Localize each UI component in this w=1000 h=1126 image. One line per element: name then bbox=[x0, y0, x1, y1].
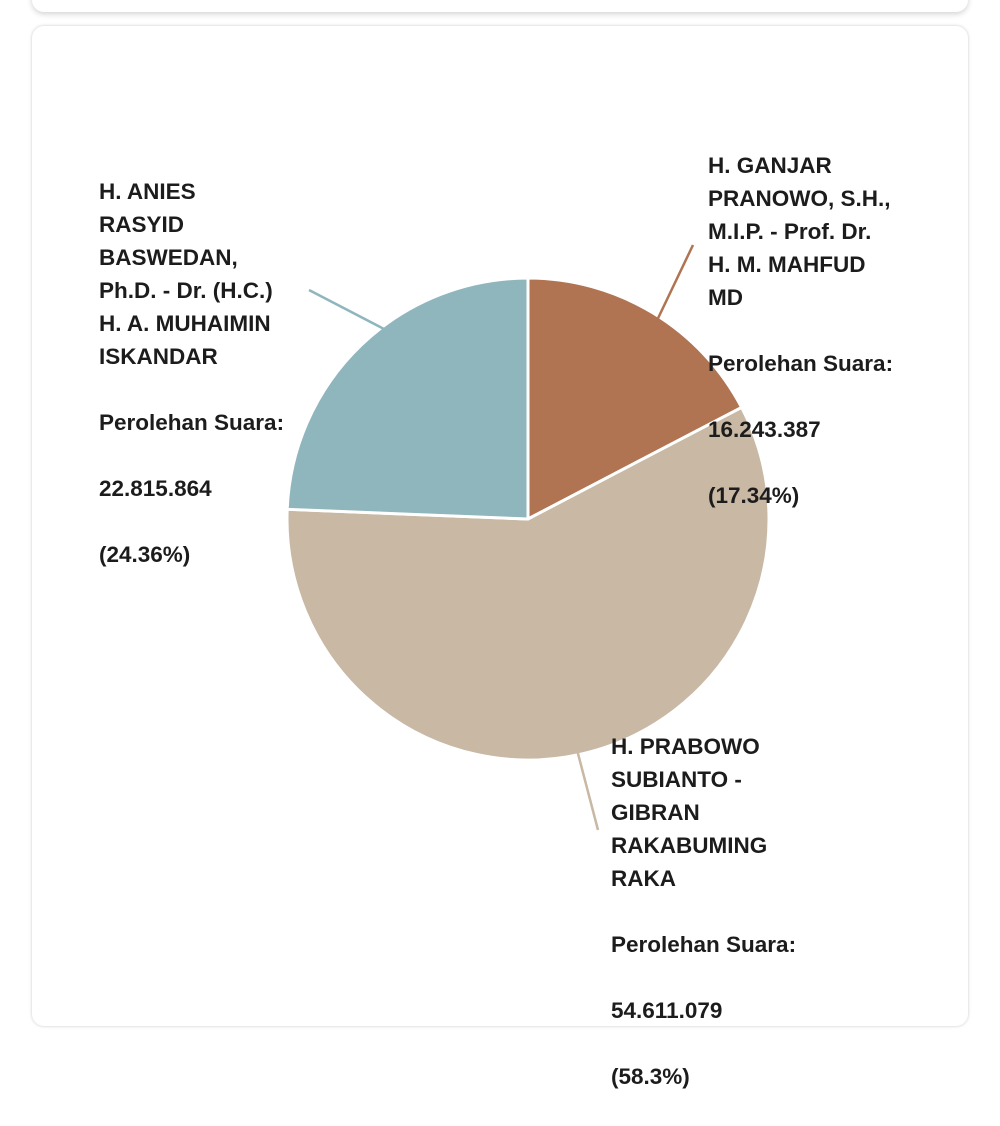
label-anies-baswedan bbox=[99, 142, 309, 604]
vote-label: Perolehan Suara: bbox=[99, 410, 285, 435]
leader-line-ganjar bbox=[657, 245, 693, 320]
vote-label: Perolehan Suara: bbox=[611, 932, 797, 957]
candidate-name: H. ANIES RASYID BASWEDAN, Ph.D. - Dr. (H.C.) H. A. MUHAIMIN ISKANDAR bbox=[99, 179, 273, 369]
leader-line-prabowo bbox=[577, 751, 598, 830]
vote-count: 22.815.864 bbox=[99, 476, 212, 501]
candidate-name: H. GANJAR PRANOWO, S.H., M.I.P. - Prof. Dr. H. M. MAHFUD MD bbox=[708, 153, 891, 310]
label-prabowo-subianto bbox=[611, 697, 826, 1126]
vote-count: 16.243.387 bbox=[708, 417, 821, 442]
vote-label: Perolehan Suara: bbox=[708, 351, 894, 376]
vote-percent: (58.3%) bbox=[611, 1064, 690, 1089]
pie-slice-anies bbox=[287, 278, 528, 519]
label-ganjar-pranowo bbox=[708, 116, 933, 545]
leader-line-anies bbox=[309, 290, 385, 330]
candidate-name: H. PRABOWO SUBIANTO - GIBRAN RAKABUMING RAKA bbox=[611, 734, 768, 891]
vote-percent: (17.34%) bbox=[708, 483, 800, 508]
vote-percent: (24.36%) bbox=[99, 542, 191, 567]
vote-count: 54.611.079 bbox=[611, 998, 723, 1023]
